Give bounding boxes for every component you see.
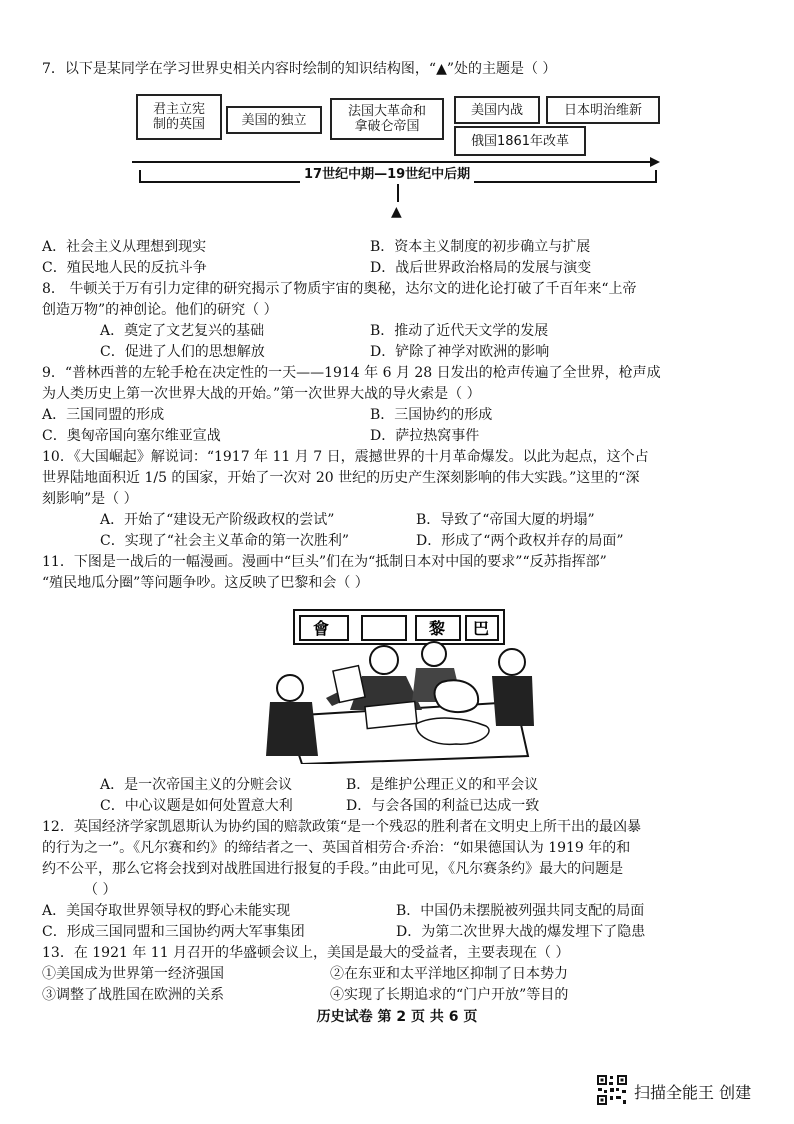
q12-option-d: D．为第二次世界大战的爆发埋下了隐患 <box>396 924 646 940</box>
q11-stem-2: “殖民地瓜分圈”等问题争吵。这反映了巴黎和会（ ） <box>42 575 369 591</box>
q7-box-us-civil-war <box>454 96 540 124</box>
q7-option-c: C．殖民地人民的反抗斗争 <box>42 260 207 276</box>
cartoon-money-bag <box>435 680 479 712</box>
q12-stem-2: 的行为之一”。《凡尔赛和约》的缔结者之一、英国首相劳合·乔治：“如果德国认为 1919 年的和 <box>42 840 631 856</box>
q7-box-meiji-label: 日本明治维新 <box>563 102 642 118</box>
q7-box-meiji <box>546 96 660 124</box>
q9-option-d: D．萨拉热窝事件 <box>370 428 480 444</box>
q7-box-france-label: 法国大革命和 拿破仑帝国 <box>347 104 426 134</box>
q7-box-usa-label: 美国的独立 <box>241 112 307 128</box>
q11-cartoon <box>266 606 536 764</box>
cartoon-paper-2 <box>365 701 417 728</box>
q11-option-a: A．是一次帝国主义的分赃会议 <box>100 777 293 793</box>
q12-option-a: A．美国夺取世界领导权的野心未能实现 <box>42 903 291 919</box>
qr-code-icon <box>596 1074 628 1106</box>
cartoon-figure-mid-head <box>422 642 446 666</box>
q7-box-civil-war-label: 美国内战 <box>470 102 523 118</box>
q10-option-a: A．开始了“建设无产阶级政权的尝试” <box>100 512 335 528</box>
q8-option-b: B．推动了近代天文学的发展 <box>370 323 549 339</box>
q11-stem-1: 11．下图是一战后的一幅漫画。漫画中“巨头”们在为“抵制日本对中国的要求”“反苏指挥部” <box>42 554 607 570</box>
cartoon-sign-char-3: 巴 <box>473 619 490 638</box>
q10-stem-3: 刻影响”是（ ） <box>42 491 138 507</box>
q7-box-france <box>330 98 444 140</box>
q11-option-b: B．是维护公理正义的和平会议 <box>346 777 539 793</box>
q8-option-d: D．铲除了神学对欧洲的影响 <box>370 344 550 360</box>
q13-option-4: ④实现了长期追求的“门户开放”等目的 <box>330 987 569 1003</box>
q8-option-a: A．奠定了文艺复兴的基础 <box>100 323 265 339</box>
cartoon-sign-char-1: 會 <box>313 619 330 638</box>
q8-stem-1: 8． 牛顿关于万有引力定律的研究揭示了物质宇宙的奥秘，达尔文的进化论打破了千百年来“上帝 <box>42 281 637 297</box>
q7-option-b: B．资本主义制度的初步确立与扩展 <box>370 239 591 255</box>
cartoon-figure-left-body <box>266 702 318 756</box>
q13-stem: 13．在 1921 年 11 月召开的华盛顿会议上，美国是最大的受益者，主要表现在（ ） <box>42 945 570 961</box>
q7-period-label: 17世纪中期—19世纪中后期 <box>300 166 474 184</box>
timeline-arrowhead <box>650 157 660 167</box>
q9-option-a: A．三国同盟的形成 <box>42 407 165 423</box>
cartoon-figure-center-head <box>370 646 398 674</box>
q12-stem-4: （ ） <box>84 882 117 898</box>
q9-option-c: C．奥匈帝国向塞尔维亚宣战 <box>42 428 221 444</box>
cartoon-figure-left-head <box>277 675 303 701</box>
q7-box-britain <box>136 94 222 140</box>
q10-option-c: C．实现了“社会主义革命的第一次胜利” <box>100 533 350 549</box>
cartoon-figure-right-body <box>492 676 534 726</box>
cartoon-paper-1 <box>333 666 365 703</box>
q10-option-b: B．导致了“帝国大厦的坍塌” <box>416 512 595 528</box>
cartoon-figure-right-head <box>499 649 525 675</box>
q13-option-2: ②在东亚和太平洋地区抑制了日本势力 <box>330 966 568 982</box>
q7-option-a: A．社会主义从理想到现实 <box>42 239 207 255</box>
q12-option-b: B．中国仍未摆脱被列强共同支配的局面 <box>396 903 645 919</box>
cartoon-sign-char-2: 黎 <box>429 619 446 638</box>
q11-option-d: D．与会各国的利益已达成一致 <box>346 798 540 814</box>
q7-box-russia-label: 俄国1861年改革 <box>470 133 570 149</box>
q7-option-d: D．战后世界政治格局的发展与演变 <box>370 260 592 276</box>
q13-option-1: ①美国成为世界第一经济强国 <box>42 966 224 982</box>
q8-stem-2: 创造万物”的神创论。他们的研究（ ） <box>42 302 278 318</box>
q10-option-d: D．形成了“两个政权并存的局面” <box>416 533 624 549</box>
q9-stem-1: 9．“普林西普的左轮手枪在决定性的一天——1914 年 6 月 28 日发出的枪声传遍了全世界，枪声成 <box>42 365 661 381</box>
page-footer: 历史试卷 第 2 页 共 6 页 <box>316 1009 478 1025</box>
q7-marker: ▲ <box>391 204 402 220</box>
q8-option-c: C．促进了人们的思想解放 <box>100 344 265 360</box>
q7-box-britain-label: 君主立宪 制的英国 <box>152 102 205 132</box>
scanner-watermark: 扫描全能王 创建 <box>634 1083 752 1102</box>
q10-stem-1: 10．《大国崛起》解说词：“1917 年 11 月 7 日，震撼世界的十月革命爆发。以此为起点，这个占 <box>42 449 649 465</box>
q9-stem-2: 为人类历史上第一次世界大战的开始。”第一次世界大战的导火索是（ ） <box>42 386 481 402</box>
q11-option-c: C．中心议题是如何处置意大利 <box>100 798 293 814</box>
q12-option-c: C．形成三国同盟和三国协约两大军事集团 <box>42 924 305 940</box>
q13-option-3: ③调整了战胜国在欧洲的关系 <box>42 987 224 1003</box>
q12-stem-1: 12．英国经济学家凯恩斯认为协约国的赔款政策“是一个残忍的胜利者在文明史上所干出的最凶暴 <box>42 819 641 835</box>
q7-stem: 7．以下是某同学在学习世界史相关内容时绘制的知识结构图，“▲”处的主题是（ ） <box>42 61 557 77</box>
q7-box-usa-independence <box>226 106 322 134</box>
q10-stem-2: 世界陆地面积近 1/5 的国家，开始了一次对 20 世纪的历史产生深刻影响的伟大实践。”这里的“深 <box>42 470 640 486</box>
q12-stem-3: 约不公平，那么它将会找到对战胜国进行报复的手段。”由此可见，《凡尔赛条约》最大的问题是 <box>42 861 624 877</box>
q9-option-b: B．三国协约的形成 <box>370 407 493 423</box>
